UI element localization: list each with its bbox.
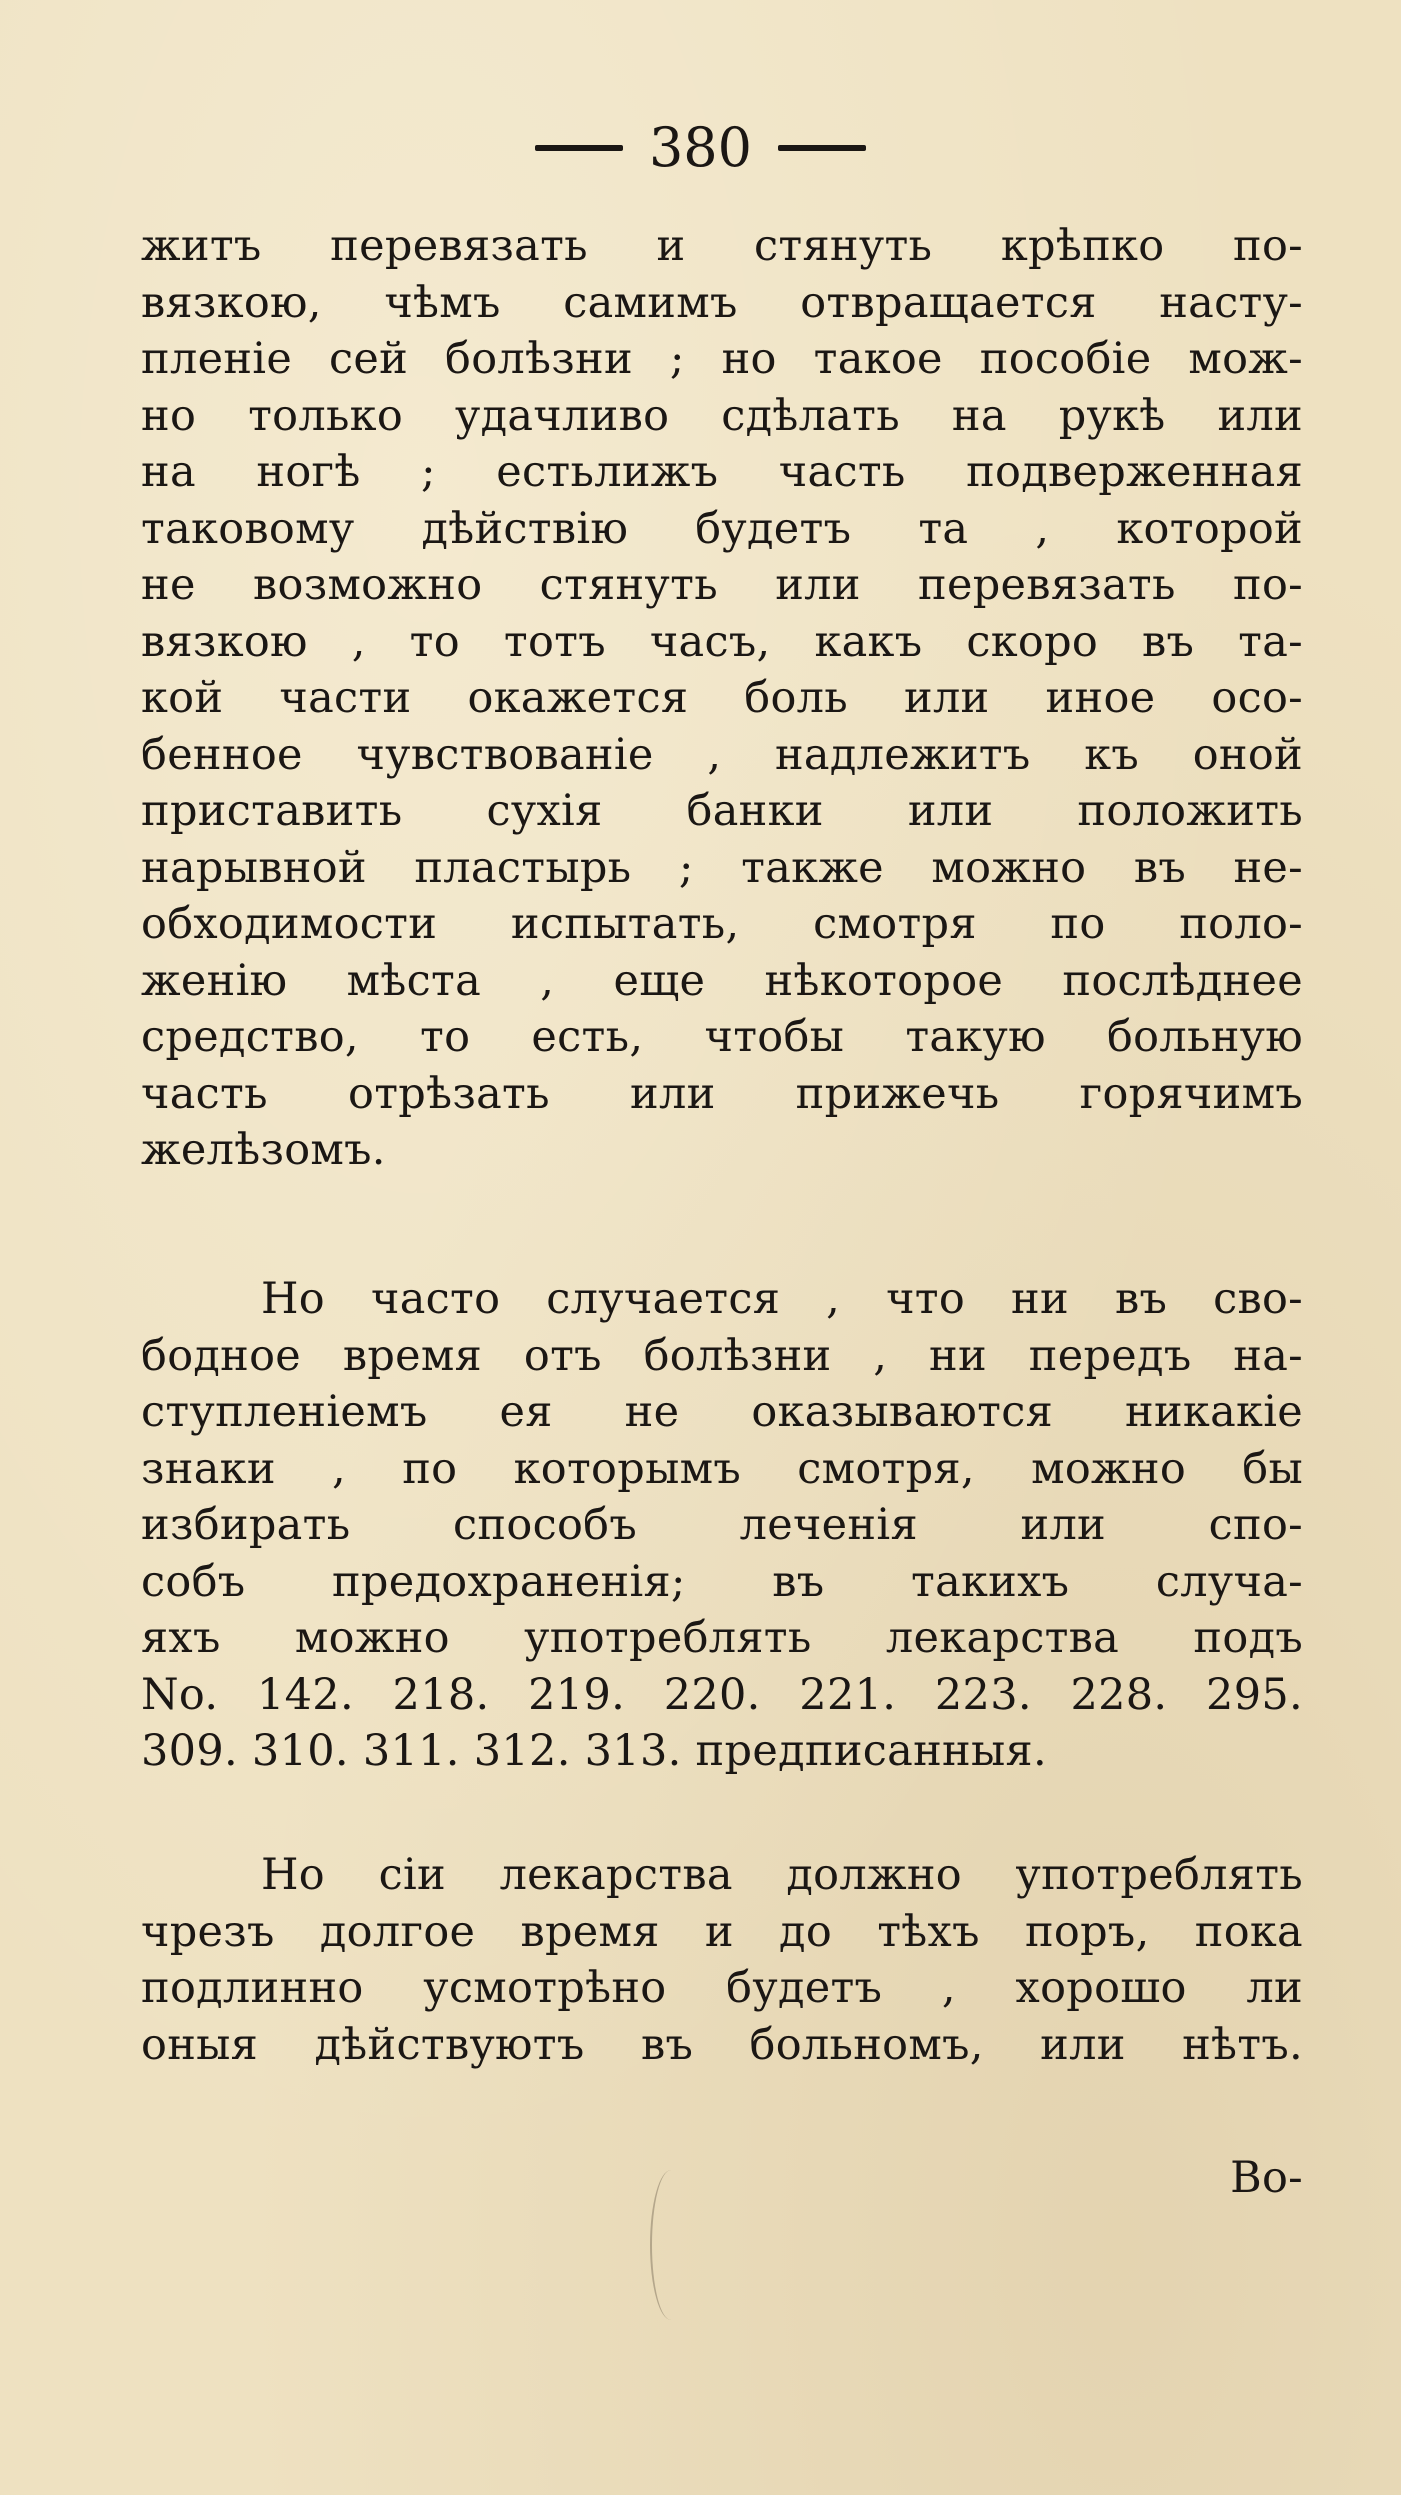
text-line: 309. 310. 311. 312. 313. предписанныя. [141, 1726, 1047, 1776]
text-line: оныя дѣйствуютъ въ больномъ, или нѣтъ. [141, 2019, 1303, 2070]
text-line: желѣзомъ. [141, 1125, 386, 1175]
text-line: бодное время отъ болѣзни , ни передъ на- [141, 1330, 1303, 1381]
paper-crease-mark [650, 2170, 692, 2320]
paragraph-2 [141, 1271, 1303, 1780]
text-line: но только удачливо сдѣлать на рукѣ или [141, 390, 1303, 441]
text-line: чрезъ долгое время и до тѣхъ поръ, пока [141, 1906, 1303, 1957]
text-line: обходимости испытать, смотря по поло- [141, 899, 1303, 949]
text-line: на ногѣ ; естьлижъ часть подверженная [141, 447, 1303, 497]
text-line: ступленіемъ ея не оказываются никакіе [141, 1387, 1303, 1437]
paragraph-3 [141, 1847, 1303, 2073]
text-line: часть отрѣзать или прижечь горячимъ [141, 1068, 1303, 1119]
text-line: средство, то есть, чтобы такую больную [141, 1012, 1303, 1062]
paragraph-1 [141, 218, 1303, 1179]
text-line: кой части окажется боль или иное осо- [141, 673, 1303, 723]
text-line: яхъ можно употреблять лекарства подъ [141, 1613, 1303, 1663]
text-line: бенное чувствованіе , надлежитъ къ оной [141, 729, 1303, 780]
header-dash-right [778, 145, 866, 151]
text-line: вязкою, чѣмъ самимъ отвращается насту- [141, 277, 1303, 328]
text-line: Но часто случается , что ни въ сво- [261, 1274, 1303, 1324]
text-line: не возможно стянуть или перевязать по- [141, 560, 1303, 610]
text-line: нарывной пластырь ; также можно въ не- [141, 842, 1303, 893]
text-line: житъ перевязать и стянуть крѣпко по- [141, 221, 1303, 271]
text-line: приставить сухія банки или положить [141, 786, 1303, 836]
text-line: избирать способъ леченія или спо- [141, 1500, 1303, 1550]
text-line: женію мѣста , еще нѣкоторое послѣднее [141, 955, 1303, 1006]
catchword-block [141, 2150, 1303, 2207]
header-dash-left [535, 145, 623, 151]
text-line: No. 142. 218. 219. 220. 221. 223. 228. 295. [141, 1669, 1303, 1720]
text-line: подлинно усмотрѣно будетъ , хорошо ли [141, 1963, 1303, 2013]
text-line: собъ предохраненія; въ такихъ случа- [141, 1556, 1303, 1607]
page-header [0, 118, 1401, 178]
text-line: знаки , по которымъ смотря, можно бы [141, 1443, 1303, 1494]
text-line: пленіе сей болѣзни ; но такое пособіе мож- [141, 334, 1303, 384]
text-line: таковому дѣйствію будетъ та , которой [141, 503, 1303, 554]
catchword: Во- [1230, 2153, 1303, 2203]
text-line: вязкою , то тотъ часъ, какъ скоро въ та- [141, 616, 1303, 667]
text-line: Но сіи лекарства должно употреблять [261, 1850, 1303, 1900]
page-number: 380 [648, 116, 753, 179]
